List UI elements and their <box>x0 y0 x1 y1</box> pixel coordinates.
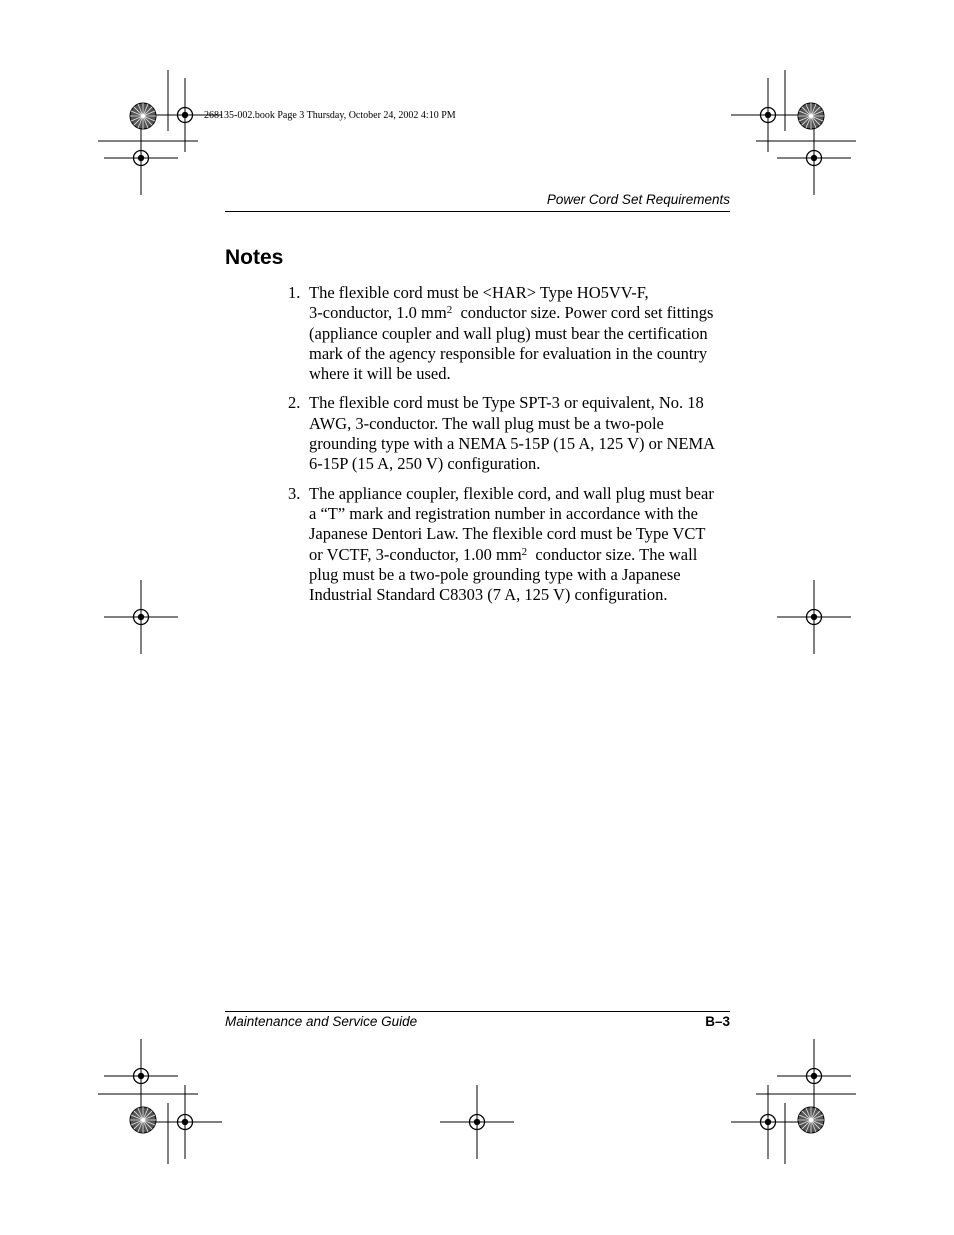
starburst-target-icon <box>798 1107 824 1133</box>
crosshair-registration-mark-icon <box>777 121 851 195</box>
note-line: grounding type with a NEMA 5-15P (15 A, 125 V) or NEMA <box>309 434 716 454</box>
page-number: B–3 <box>705 1014 730 1029</box>
note-line: 6-15P (15 A, 250 V) configuration. <box>309 454 541 474</box>
note-text-fragment: or VCTF, 3-conductor, 1.00 mm <box>309 544 522 564</box>
note-line: plug must be a two-pole grounding type with a Japanese <box>309 564 681 584</box>
note-line <box>309 545 730 565</box>
note-line: AWG, 3-conductor. The wall plug must be a two-pole <box>309 413 664 433</box>
note-line: Industrial Standard C8303 (7 A, 125 V) configuration. <box>309 585 668 605</box>
note-item <box>288 484 730 606</box>
note-line: The flexible cord must be <HAR> Type HO5VV-F, <box>309 283 649 302</box>
starburst-target-icon <box>798 103 824 129</box>
note-line: The appliance coupler, flexible cord, and wall plug must bear <box>309 483 714 503</box>
notes-list <box>288 283 730 614</box>
note-line <box>309 303 730 323</box>
starburst-target-icon <box>130 1107 156 1133</box>
footer-divider <box>225 1011 730 1012</box>
note-text-fragment: 3-conductor, 1.0 mm <box>309 303 447 323</box>
crosshair-registration-mark-icon <box>104 121 178 195</box>
crosshair-registration-mark-icon <box>440 1085 514 1159</box>
note-text <box>309 283 730 384</box>
superscript: 2 <box>521 545 528 558</box>
header-divider <box>225 211 730 212</box>
note-item <box>288 283 730 384</box>
crop-mark-icon <box>98 70 856 141</box>
crosshair-registration-mark-icon <box>777 580 851 654</box>
section-title: Notes <box>225 246 284 269</box>
note-line: The flexible cord must be Type SPT-3 or equivalent, No. 18 <box>309 393 704 413</box>
note-line: (appliance coupler and wall plug) must bear the certification <box>309 323 708 343</box>
note-number: 2. <box>288 393 301 413</box>
note-line: where it will be used. <box>309 364 451 384</box>
print-slug: 268135-002.book Page 3 Thursday, October 24, 2002 4:10 PM <box>204 110 456 121</box>
note-text <box>309 484 730 606</box>
note-number: 1. <box>288 283 301 302</box>
note-number: 3. <box>288 483 301 503</box>
note-line: a “T” mark and registration number in accordance with the <box>309 503 698 523</box>
crosshair-registration-mark-icon <box>777 1039 851 1113</box>
crosshair-registration-mark-icon <box>104 580 178 654</box>
note-text-fragment: conductor size. Power cord set fittings <box>452 303 714 323</box>
note-line: mark of the agency responsible for evaluation in the country <box>309 343 708 363</box>
footer-guide-title: Maintenance and Service Guide <box>225 1014 418 1029</box>
starburst-target-icon <box>130 103 156 129</box>
note-line: Japanese Dentori Law. The flexible cord must be Type VCT <box>309 524 706 544</box>
crosshair-registration-mark-icon <box>731 1085 805 1159</box>
note-text <box>309 393 730 474</box>
running-header: Power Cord Set Requirements <box>546 192 730 207</box>
superscript: 2 <box>446 304 453 317</box>
note-item <box>288 393 730 474</box>
note-text-fragment: conductor size. The wall <box>527 544 698 564</box>
crosshair-registration-mark-icon <box>148 1085 222 1159</box>
crosshair-registration-mark-icon <box>104 1039 178 1113</box>
